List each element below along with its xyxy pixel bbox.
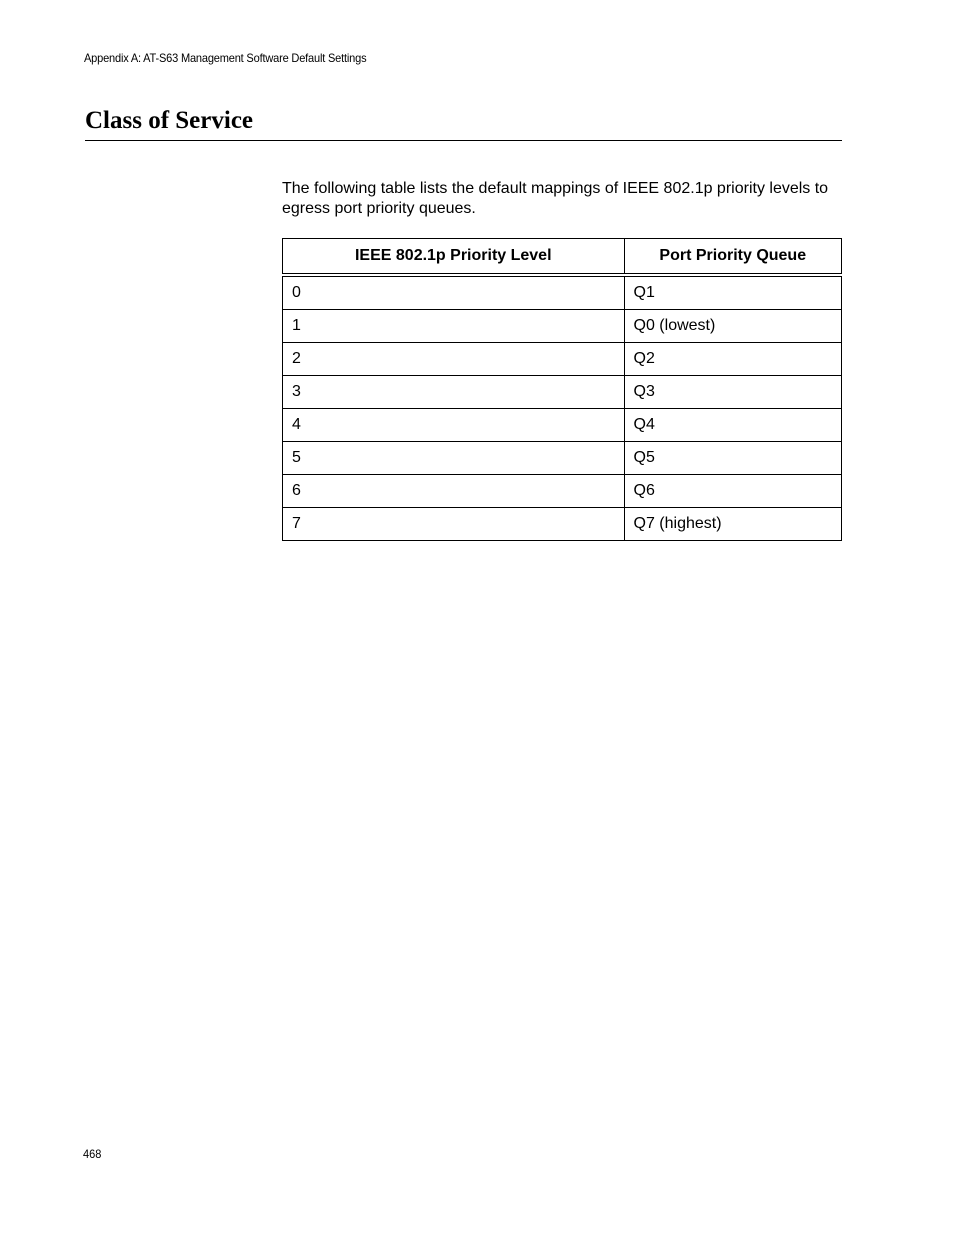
table-row [283, 376, 842, 409]
port-queue-cell: Q1 [624, 275, 841, 310]
table-row [283, 442, 842, 475]
table-row [283, 275, 842, 310]
table-row [283, 343, 842, 376]
table-row [283, 310, 842, 343]
priority-level-cell: 7 [283, 508, 625, 541]
priority-level-cell: 0 [283, 275, 625, 310]
port-queue-cell: Q0 (lowest) [624, 310, 841, 343]
priority-level-cell: 4 [283, 409, 625, 442]
table-row [283, 508, 842, 541]
priority-level-cell: 5 [283, 442, 625, 475]
table-header-row [283, 239, 842, 276]
port-queue-cell: Q2 [624, 343, 841, 376]
column-header-port-queue: Port Priority Queue [624, 239, 841, 276]
section-title: Class of Service [85, 107, 254, 134]
table-row [283, 475, 842, 508]
column-header-priority-level: IEEE 802.1p Priority Level [283, 239, 625, 276]
priority-level-cell: 3 [283, 376, 625, 409]
port-queue-cell: Q3 [624, 376, 841, 409]
title-rule [85, 140, 842, 141]
page-number: 468 [83, 1147, 102, 1161]
priority-level-cell: 1 [283, 310, 625, 343]
port-queue-cell: Q6 [624, 475, 841, 508]
port-queue-cell: Q5 [624, 442, 841, 475]
port-queue-cell: Q7 (highest) [624, 508, 841, 541]
priority-level-cell: 2 [283, 343, 625, 376]
priority-level-cell: 6 [283, 475, 625, 508]
port-queue-cell: Q4 [624, 409, 841, 442]
priority-mapping-table [282, 238, 842, 541]
intro-paragraph: The following table lists the default mappings of IEEE 802.1p priority levels to egress port priority queues. [282, 180, 829, 217]
table-row [283, 409, 842, 442]
running-header: Appendix A: AT-S63 Management Software Default Settings [84, 51, 367, 65]
